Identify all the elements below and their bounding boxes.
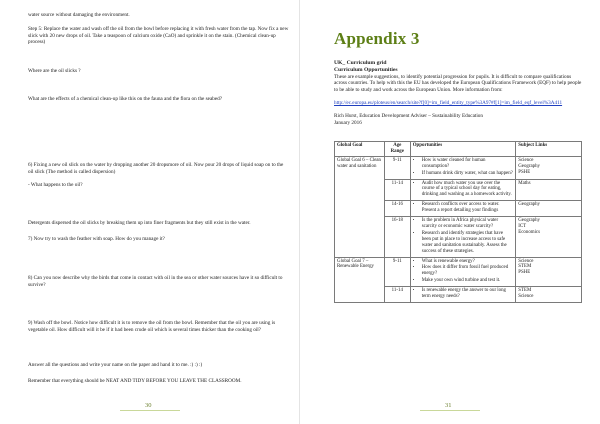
reference-link[interactable]: http://ec.europa.eu/ploteus/en/search/site?f[0]=im_field_entity_type%3A97#f[1]=im_field_eqf_level%3A411 [334,100,563,106]
curriculum-table [334,141,582,303]
age-cell: 16-18 [384,217,410,257]
paragraph: 9) Wash off the bowl. Notice how difficult it is to remove the oil from the bowl. Remember that the oil you are using is vegetable oil. How difficult will it be if it had been crude oil which is several times thicker than the cooking oil? [28,320,276,333]
page-number: 31 [445,402,452,409]
subject-cell: Geography ICT Economics [516,217,582,257]
opportunities-cell [410,257,516,287]
right-page [300,0,600,424]
opportunities-cell [410,287,516,303]
opportunities-cell [410,179,516,201]
author-line: Rich Hurst, Education Development Adviser – Sustainability Education [334,113,483,119]
column-header: Opportunities [410,142,516,157]
paragraph: 6) Fixing a new oil slick on the water by dropping another 20 dropsmore of oil. Now pour 20 drops of liquid soap on to the oil slick (The method is called dispersion) [28,162,284,175]
paragraph: - What happens to the oil? [28,182,83,188]
opportunity-item: • Is the problem in Africa physical water scarcity or economic water scarcity? [422,218,514,230]
paragraph: 8) Can you now describe why the birds that come in contact with oil in the sea or other water sources have it so difficult to survive? [28,275,283,288]
paragraph: 7) Now try to wash the feather with soap. How do you manage it? [28,236,165,242]
opportunity-item: • Make your own wind turbine and test it. [422,278,514,284]
paragraph: Remember that everything should be NEAT AND TIDY BEFORE YOU LEAVE THE CLASSROOM. [28,378,242,384]
column-header: Age Range [384,142,410,157]
intro-paragraph: These are example suggestions, to identify potential progression for pupils. It is difficult to compare qualifications across countries. To help with this the EU has developed the European Qualifications Framework (EQF) to help people to be able to study and work across the European Union. More information from: [334,74,582,93]
column-header: Global Goal [335,142,385,157]
paragraph: Detergents dispersed the oil slicks by breaking them up into finer fragments but they still exist in the water. [28,220,251,226]
opportunity-item: • Research and identify strategies that have been put in place to increase access to safe water and sanitation sustainably. Assess the success of these strategies. [422,231,514,255]
subject-cell: Science STEM PSHE [516,257,582,287]
subject-cell: STEM Science [516,287,582,303]
age-cell: 11-14 [384,179,410,201]
paragraph: water source without damaging the environment. [28,12,130,18]
column-header: Subject Links [516,142,582,157]
subtitle-2: Curriculum Opportunities [334,67,398,73]
date-line: January 2016 [334,120,362,126]
page-title: Appendix 3 [334,29,420,48]
opportunity-item: • Research conflicts over access to water. Present a report detailing your findings [422,202,514,214]
opportunity-item: • Is renewable energy the answer to our long term energy needs? [422,288,514,300]
subtitle: UK_ Curriculum grid [334,60,387,66]
age-cell: 9-11 [384,156,410,179]
goal-cell: Global Goal 7 – Renewable Energy [335,257,385,302]
opportunity-item: • How is water cleaned for human consumption? [422,158,514,170]
opportunities-cell [410,217,516,257]
opportunity-item: • If humans drink dirty water, what can happen? [422,171,514,177]
paragraph: Where are the oil slicks ? [28,68,81,74]
subject-cell: Science Geography PSHE [516,156,582,179]
paragraph: Answer all the questions and write your name on the paper and hand it to me. :) :) :) [28,362,203,368]
paragraph: Step 5: Replace the water and wash off the oil from the bowl before replacing it with fresh water from the tap. Now fix a new slick with 20 new drops of oil. Take a teaspoon of calcium oxide (CaO) and sprinkle it on the stain. (Chemical clean-up process) [28,26,289,46]
age-cell: 14-16 [384,201,410,217]
age-cell: 11-14 [384,287,410,303]
page-number-rule [420,410,480,411]
table-row [335,257,582,287]
table-header-row [335,142,582,157]
paragraph: What are the effects of a chemical clean-up like this on the fauna and the flora on the seabed? [28,96,223,102]
subject-cell: Maths [516,179,582,201]
goal-cell: Global Goal 6 – Clean water and sanitation [335,156,385,257]
opportunities-cell [410,201,516,217]
subject-cell: Geography [516,201,582,217]
table-row [335,156,582,179]
opportunities-cell [410,156,516,179]
opportunity-item: • What is renewable energy? [422,259,514,265]
age-cell: 9-11 [384,257,410,287]
page-number-rule [120,410,180,411]
opportunity-item: • How does it differ from fossil fuel produced energy? [422,265,514,277]
page-number: 30 [145,402,152,409]
opportunity-item: • Audit how much water you use over the course of a typical school day for eating, drinking and washing as a homework activity. [422,181,514,199]
